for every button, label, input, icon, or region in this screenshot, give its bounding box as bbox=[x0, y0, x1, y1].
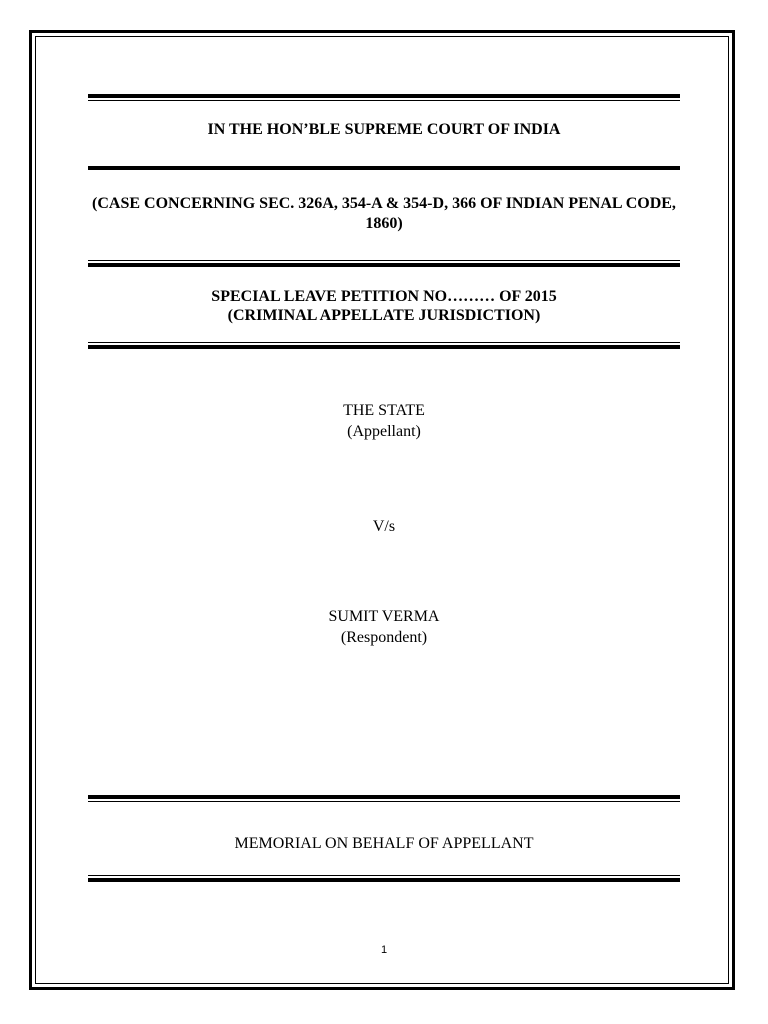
memorial-title: MEMORIAL ON BEHALF OF APPELLANT bbox=[234, 835, 534, 852]
respondent-role: (Respondent) bbox=[340, 629, 428, 646]
divider-rule bbox=[88, 795, 680, 802]
respondent-name: SUMIT VERMA bbox=[328, 608, 440, 625]
case-concerning: (CASE CONCERNING SEC. 326A, 354-A & 354-D, 366 OF INDIAN PENAL CODE, 1860) bbox=[92, 195, 676, 232]
divider-rule bbox=[88, 166, 680, 170]
divider-rule bbox=[88, 342, 680, 349]
divider-rule bbox=[88, 875, 680, 882]
appellant-name: THE STATE bbox=[343, 402, 425, 419]
appellant-role: (Appellant) bbox=[347, 423, 421, 440]
versus-label: V/s bbox=[372, 518, 396, 535]
divider-rule bbox=[88, 260, 680, 267]
page-number: 1 bbox=[380, 944, 388, 956]
petition-number: SPECIAL LEAVE PETITION NO……… OF 2015 bbox=[211, 288, 557, 305]
jurisdiction: (CRIMINAL APPELLATE JURISDICTION) bbox=[227, 307, 541, 324]
court-title: IN THE HON’BLE SUPREME COURT OF INDIA bbox=[207, 121, 561, 138]
divider-rule bbox=[88, 94, 680, 101]
